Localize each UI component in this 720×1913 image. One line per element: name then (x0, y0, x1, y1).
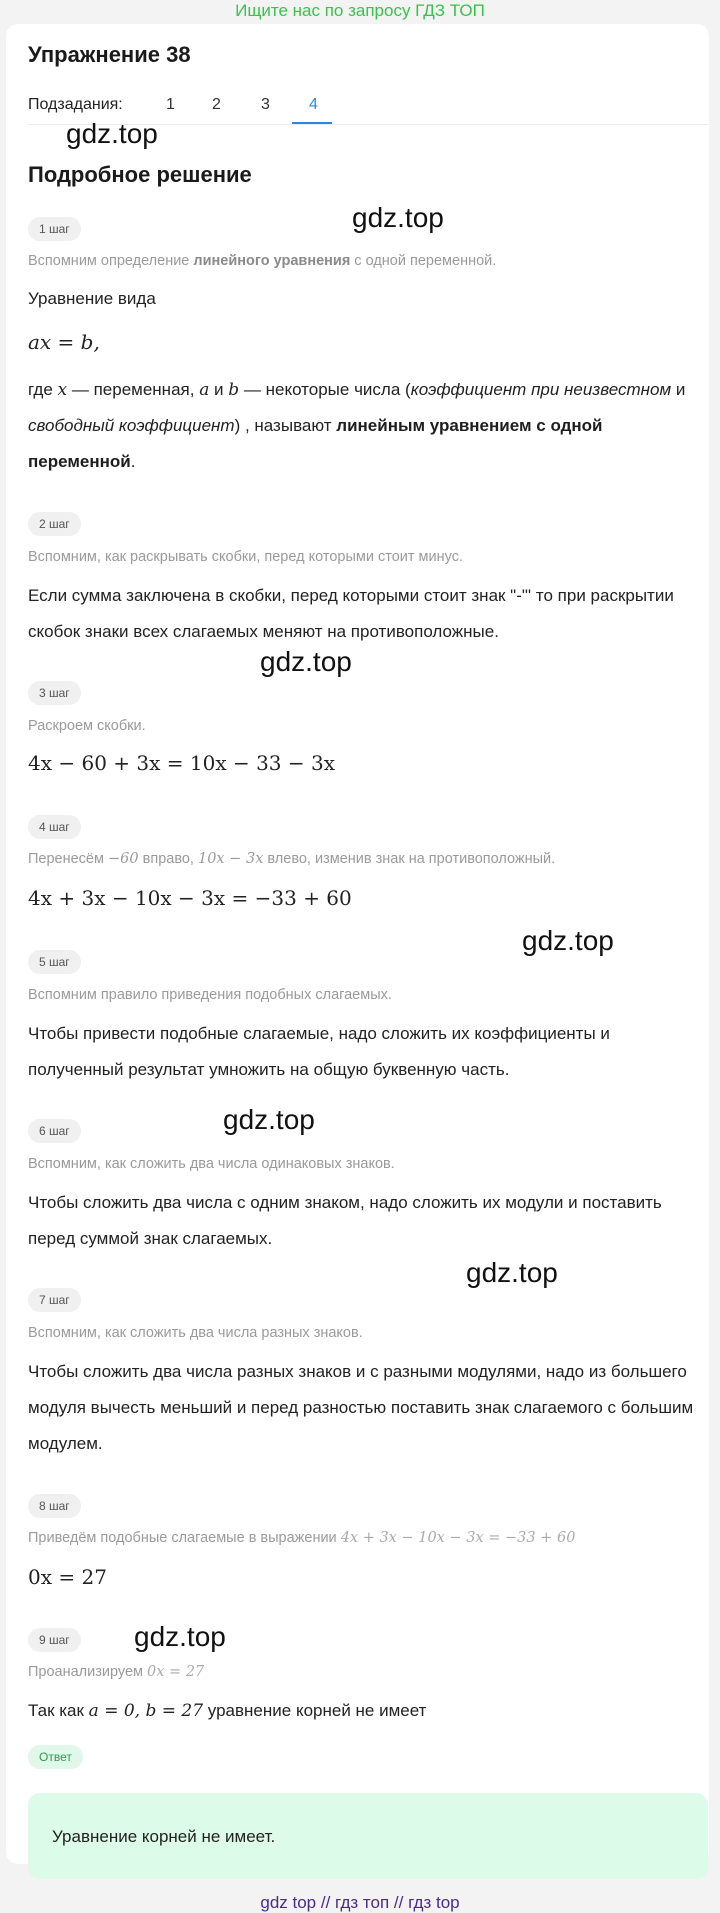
step-text: Чтобы сложить два числа с одним знаком, надо сложить их модули и поставить перед суммой знак слагаемых. (28, 1193, 662, 1248)
page-title: Упражнение 38 (28, 42, 191, 67)
footer-link-1[interactable]: gdz top (260, 1893, 317, 1912)
subtasks-label: Подзадания: (28, 96, 123, 113)
watermark: gdz.top (522, 925, 614, 956)
footer-separator: // (393, 1893, 404, 1912)
step-hint: Вспомним определение линейного уравнения с одной переменной. (28, 253, 497, 269)
promo-banner: Ищите нас по запросу ГДЗ ТОП (235, 1, 485, 20)
footer-link-3[interactable]: гдз top (408, 1893, 460, 1912)
watermark: gdz.top (134, 1621, 226, 1652)
step-hint: Вспомним, как раскрывать скобки, перед которыми стоит минус. (28, 549, 463, 565)
step-badge: 9 шаг (28, 1628, 81, 1652)
step-text: Чтобы привести подобные слагаемые, надо сложить их коэффициенты и полученный результат умножить на общую буквенную часть. (28, 1024, 610, 1079)
step-text: где x — переменная, a и b — некоторые числа (коэффициент при неизвестном и свободный коэффициент) , называют линейным уравнением с одной переменной. (28, 380, 686, 471)
step-text: Так как a = 0, b = 27 уравнение корней не имеет (28, 1701, 427, 1721)
tab-2[interactable]: 2 (212, 96, 221, 113)
watermark: gdz.top (466, 1257, 558, 1288)
step-hint: Вспомним, как сложить два числа разных знаков. (28, 1325, 363, 1341)
footer-link-2[interactable]: гдз топ (335, 1893, 390, 1912)
step-badge: 5 шаг (28, 950, 81, 974)
tab-3[interactable]: 3 (261, 96, 270, 113)
tab-4[interactable]: 4 (309, 96, 318, 113)
step-hint: Вспомним правило приведения подобных слагаемых. (28, 987, 392, 1003)
formula: 4x − 60 + 3x = 10x − 33 − 3x (28, 751, 336, 775)
step-hint: Приведём подобные слагаемые в выражении 4x + 3x − 10x − 3x = −33 + 60 (28, 1530, 576, 1546)
step-badge: 8 шаг (28, 1494, 81, 1518)
watermark: gdz.top (352, 202, 444, 233)
answer-badge: Ответ (28, 1745, 83, 1769)
footer-separator: // (320, 1893, 331, 1912)
answer-text: Уравнение корней не имеет. (52, 1827, 276, 1846)
active-tab-indicator (292, 122, 332, 124)
tab-1[interactable]: 1 (166, 96, 175, 113)
step-hint: Перенесём −60 вправо, 10x − 3x влево, изменив знак на противоположный. (28, 851, 556, 867)
step-text: Чтобы сложить два числа разных знаков и с разными модулями, надо из большего модуля вычесть меньший и перед разностью поставить знак слагаемого с большим модулем. (28, 1362, 694, 1453)
step-text: Если сумма заключена в скобки, перед которыми стоит знак "-"' то при раскрытии скобок знаки всех слагаемых меняют на противоположные. (28, 586, 674, 641)
watermark: gdz.top (260, 646, 352, 677)
step-hint: Вспомним, как сложить два числа одинаковых знаков. (28, 1156, 395, 1172)
step-badge: 3 шаг (28, 681, 81, 705)
watermark: gdz.top (223, 1104, 315, 1135)
step-badge: 6 шаг (28, 1119, 81, 1143)
step-hint: Проанализируем 0x = 27 (28, 1664, 205, 1680)
step-text: Уравнение вида (28, 289, 156, 308)
step-badge: 4 шаг (28, 815, 81, 839)
formula: 0x = 27 (28, 1565, 107, 1589)
formula: ax = b, (28, 330, 100, 354)
footer-links (0, 1893, 720, 1913)
step-badge: 2 шаг (28, 512, 81, 536)
formula: 4x + 3x − 10x − 3x = −33 + 60 (28, 886, 352, 910)
watermark: gdz.top (66, 118, 158, 149)
section-title: Подробное решение (28, 162, 252, 187)
step-badge: 1 шаг (28, 217, 81, 241)
step-hint: Раскроем скобки. (28, 718, 146, 734)
step-badge: 7 шаг (28, 1288, 81, 1312)
